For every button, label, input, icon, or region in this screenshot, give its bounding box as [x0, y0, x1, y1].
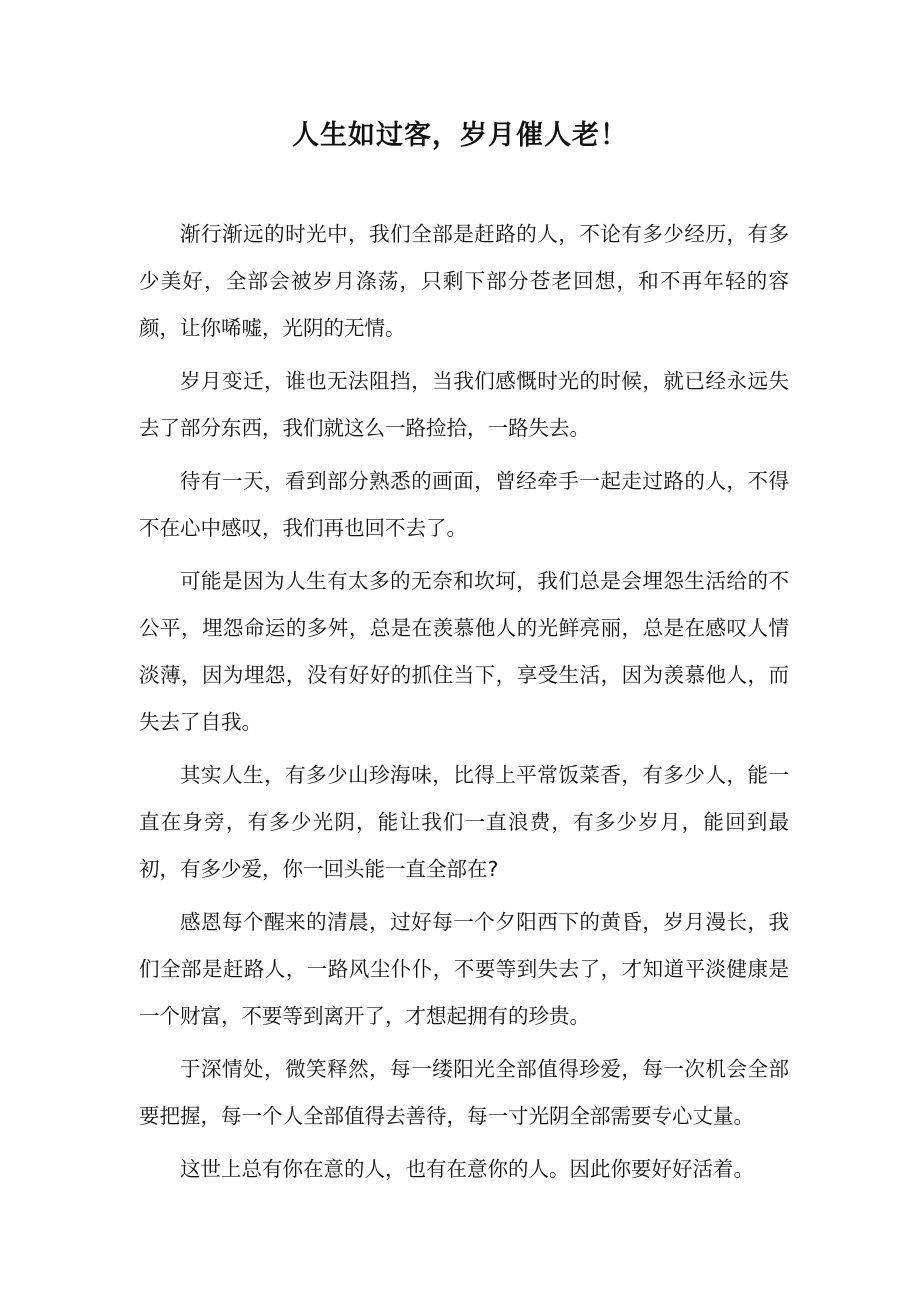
- paragraph: 于深情处，微笑释然，每一缕阳光全部值得珍爱，每一次机会全部要把握，每一个人全部值得去善待，每一寸光阴全部需要专心丈量。: [139, 1057, 789, 1128]
- paragraph: 可能是因为人生有太多的无奈和坎坷，我们总是会埋怨生活给的不公平，埋怨命运的多舛，总是在羡慕他人的光鲜亮丽，总是在感叹人情淡薄，因为埋怨，没有好好的抓住当下，享受生活，因为羡慕他人，而失去了自我。: [139, 569, 789, 734]
- paragraph: 感恩每个醒来的清晨，过好每一个夕阳西下的黄昏，岁月漫长，我们全部是赶路人，一路风尘仆仆，不要等到失去了，才知道平淡健康是一个财富，不要等到离开了，才想起拥有的珍贵。: [139, 910, 789, 1028]
- paragraph: 其实人生，有多少山珍海味，比得上平常饭菜香，有多少人，能一直在身旁，有多少光阴，能让我们一直浪费，有多少岁月，能回到最初，有多少爱，你一回头能一直全部在?: [139, 763, 789, 881]
- paragraph: 待有一天，看到部分熟悉的画面，曾经牵手一起走过路的人，不得不在心中感叹，我们再也回不去了。: [139, 469, 789, 540]
- paragraph: 岁月变迁，谁也无法阻挡，当我们感慨时光的时候，就已经永远失去了部分东西，我们就这么一路捡拾，一路失去。: [139, 369, 789, 440]
- paragraph: 渐行渐远的时光中，我们全部是赶路的人，不论有多少经历，有多少美好，全部会被岁月涤荡，只剩下部分苍老回想，和不再年轻的容颜，让你唏嘘，光阴的无情。: [139, 222, 789, 340]
- article-body: [139, 211, 789, 1199]
- page-title: 人生如过客，岁月催人老！: [292, 120, 628, 151]
- paragraph: 这世上总有你在意的人，也有在意你的人。因此你要好好活着。: [180, 1157, 754, 1181]
